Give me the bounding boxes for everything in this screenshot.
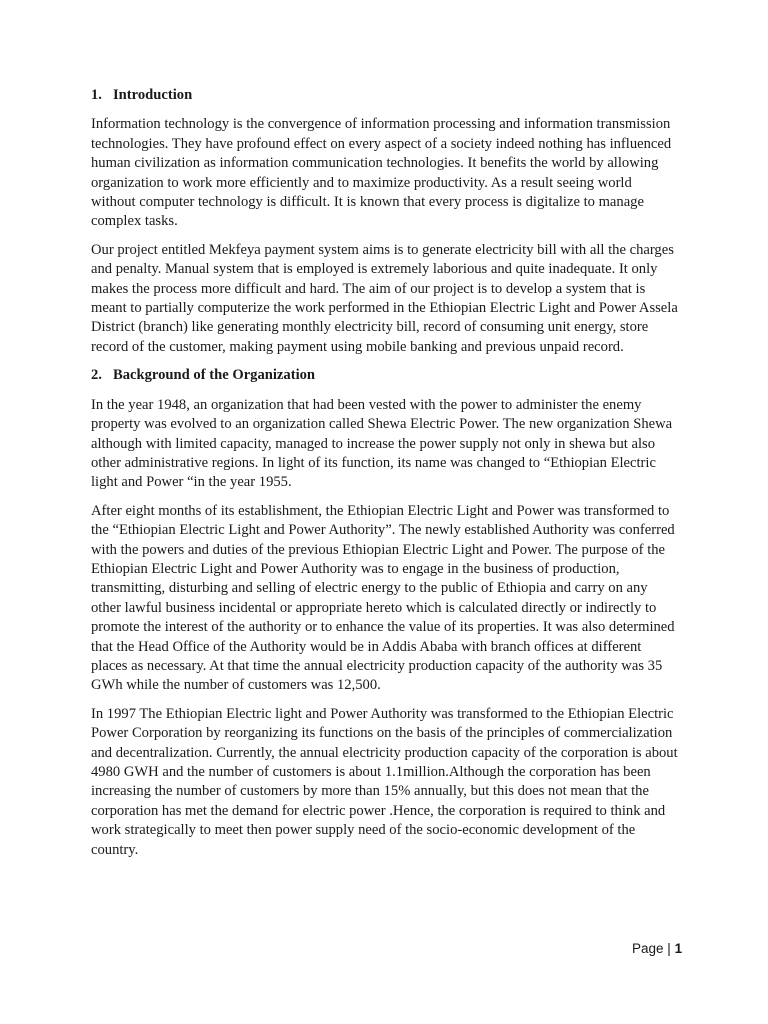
paragraph: In the year 1948, an organization that had been vested with the power to administer the enemy property was evolved to an organization called Shewa Electric Power. The new organization Shewa although with limited capacity, managed to increase the power supply not only in shewa but also other administrative regions. In light of its function, its name was changed to “Ethiopian Electric light and Power “in the year 1955.	[91, 396, 673, 491]
page-footer	[632, 941, 682, 956]
section-number: 1.	[91, 87, 102, 103]
paragraph: After eight months of its establishment, the Ethiopian Electric Light and Power was transformed to the “Ethiopian Electric Light and Power Authority”. The newly established Authority was conferred with the powers and duties of the previous Ethiopian Electric Light and Power. The purpose of the Ethiopian Electric Light and Power Authority was to engage in the business of production, transmitting, disturbing and selling of electric energy to the public of Ethiopia and carry on any other lawful business incidental or appropriate hereto which is calculated directly or indirectly to promote the interest of the authority or to enhance the value of its properties. It was also determined that the Head Office of the Authority would be in Addis Ababa with branch offices at different places as necessary. At that time the annual electricity production capacity of the authority was 35 GWh while the number of customers was 12,500.	[91, 502, 675, 694]
section-number: 2.	[91, 367, 102, 384]
document-body	[91, 86, 679, 869]
page-label: Page	[632, 941, 664, 956]
section-heading-introduction	[91, 86, 679, 105]
page-number: 1	[674, 941, 683, 956]
section-title: Introduction	[113, 87, 193, 103]
page-separator: |	[667, 941, 671, 956]
section-heading-background	[91, 366, 679, 385]
paragraph: Information technology is the convergence of information processing and information transmission technologies. They have profound effect on every aspect of a society indeed nothing has influenced human civilization as information communication technologies. It benefits the world by allowing organization to work more efficiently and to maximize productivity. As a result seeing world without computer technology is difficult. It is known that every process is digitalize to manage complex tasks.	[91, 116, 672, 230]
paragraph: In 1997 The Ethiopian Electric light and Power Authority was transformed to the Ethiopian Electric Power Corporation by reorganizing its functions on the basis of the principles of commercialization and decentralization. Currently, the annual electricity production capacity of the corporation is about 4980 GWH and the number of customers is about 1.1million.Although the corporation has been increasing the number of customers by more than 15% annually, but this does not mean that the corporation has met the demand for electric power .Hence, the corporation is required to think and work strategically to meet then power supply need of the socio-economic development of the country.	[91, 705, 678, 858]
paragraph: Our project entitled Mekfeya payment system aims is to generate electricity bill with all the charges and penalty. Manual system that is employed is extremely laborious and quite inadequate. It only makes the process more difficult and hard. The aim of our project is to develop a system that is meant to partially computerize the work performed in the Ethiopian Electric Light and Power Assela District (branch) like generating monthly electricity bill, record of consuming unit energy, store record of the customer, making payment using mobile banking and previous unpaid record.	[91, 241, 678, 355]
section-title: Background of the Organization	[113, 367, 316, 384]
